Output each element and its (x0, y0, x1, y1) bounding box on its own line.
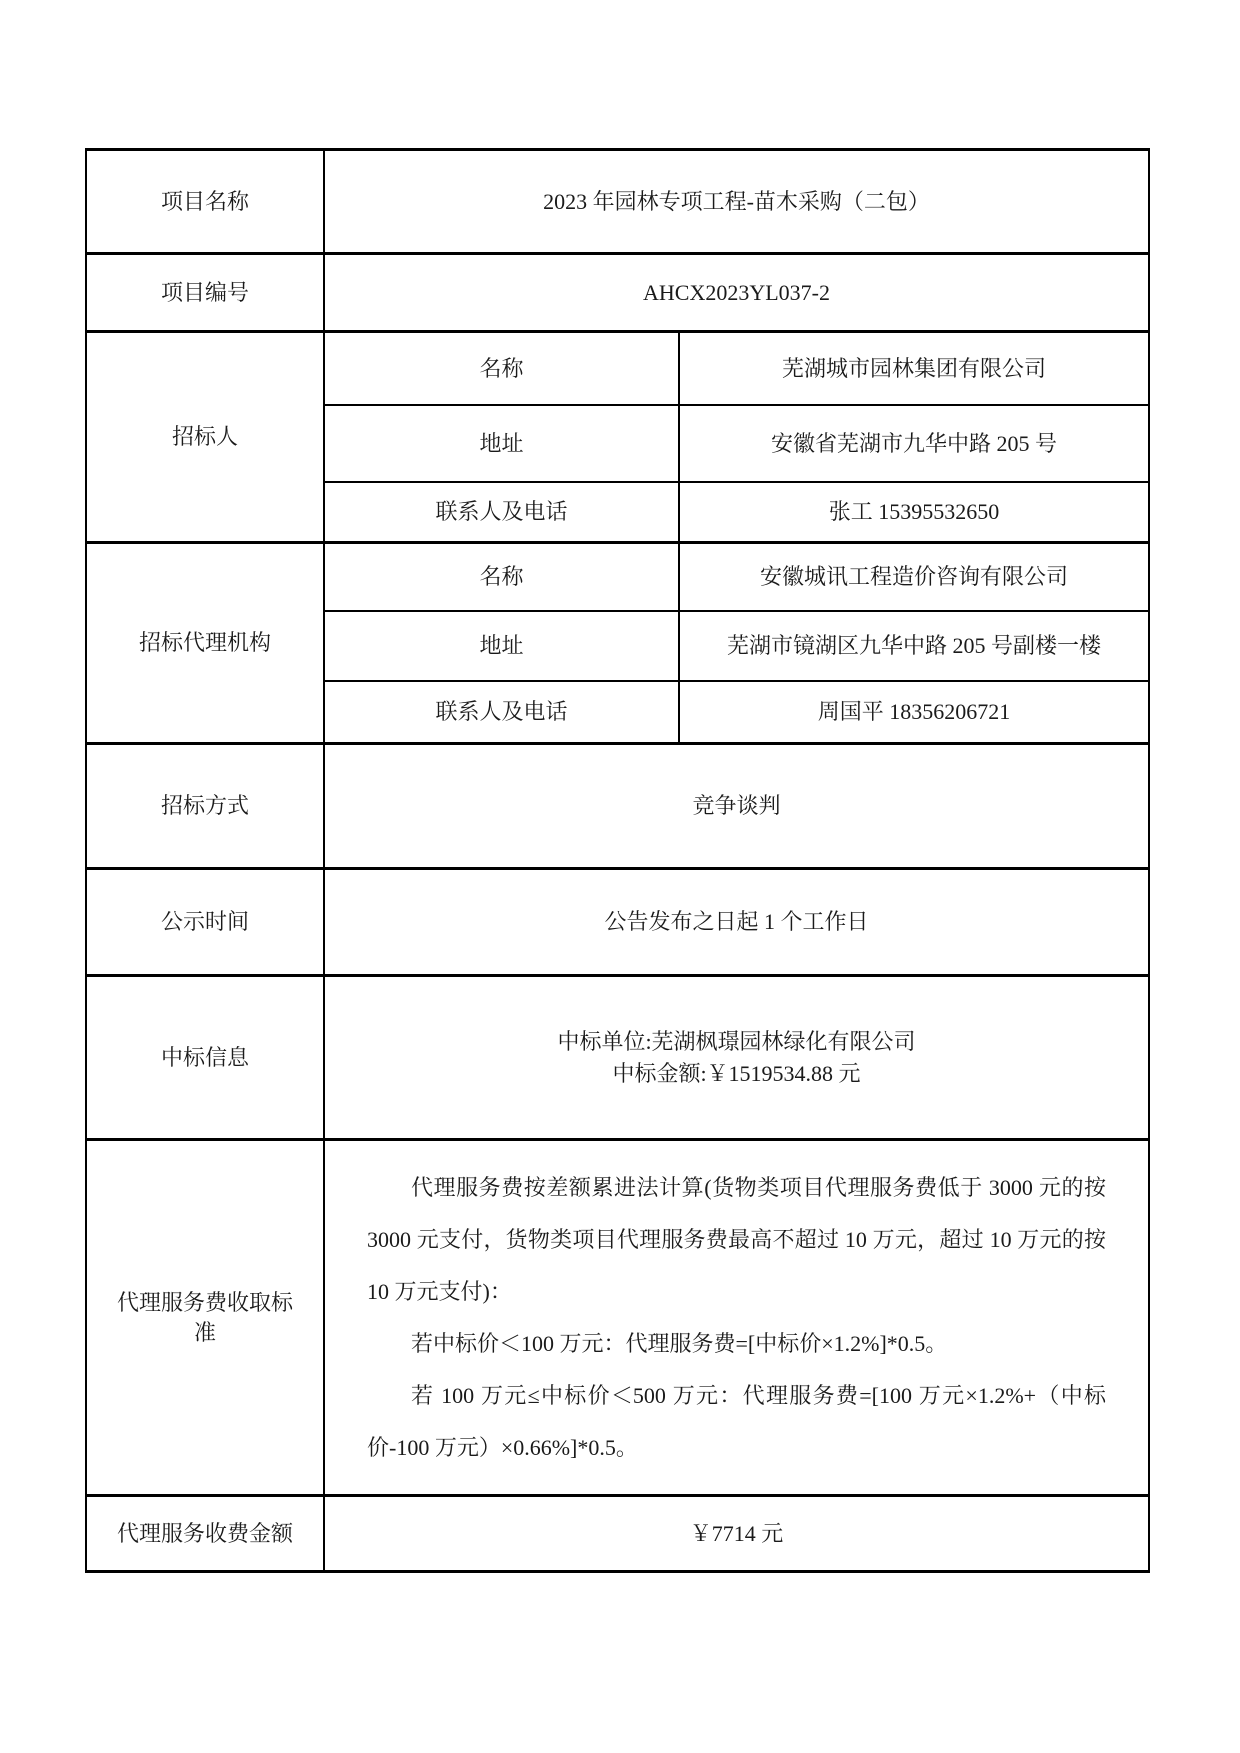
fee-standard-paragraph-1: 代理服务费按差额累进法计算(货物类项目代理服务费低于 3000 元的按 3000 元支付，货物类项目代理服务费最高不超过 10 万元，超过 10 万元的按 10 万元支付)： (367, 1174, 1107, 1304)
row-label-award-info: 中标信息 (86, 976, 324, 1140)
row-label-fee-standard: 代理服务费收取标准 (86, 1140, 324, 1496)
method-value: 竞争谈判 (324, 744, 1149, 869)
project-no-value: AHCX2023YL037-2 (324, 254, 1149, 332)
award-amount-line: 中标金额:￥1519534.88 元 (612, 1060, 861, 1086)
tenderer-address-value: 安徽省芜湖市九华中路 205 号 (679, 405, 1149, 482)
agency-address-value: 芜湖市镜湖区九华中路 205 号副楼一楼 (679, 611, 1149, 681)
agency-name-label: 名称 (324, 543, 679, 612)
tenderer-name-label: 名称 (324, 332, 679, 406)
award-info-value (324, 976, 1149, 1140)
row-label-agency: 招标代理机构 (86, 543, 324, 744)
row-label-project-no: 项目编号 (86, 254, 324, 332)
tenderer-address-label: 地址 (324, 405, 679, 482)
tender-announcement-table (85, 148, 1150, 1573)
award-winner-line: 中标单位:芜湖枫璟园林绿化有限公司 (557, 1028, 916, 1054)
agency-name-value: 安徽城讯工程造价咨询有限公司 (679, 543, 1149, 612)
fee-standard-paragraph-3: 若 100 万元≤中标价＜500 万元：代理服务费=[100 万元×1.2%+（中标价-100 万元）×0.66%]*0.5。 (367, 1382, 1107, 1460)
row-label-tenderer: 招标人 (86, 332, 324, 543)
agency-contact-label: 联系人及电话 (324, 681, 679, 744)
fee-amount-value: ￥7714 元 (324, 1496, 1149, 1572)
row-label-fee-amount: 代理服务收费金额 (86, 1496, 324, 1572)
row-label-project-name: 项目名称 (86, 150, 324, 254)
agency-address-label: 地址 (324, 611, 679, 681)
fee-standard-value (324, 1140, 1149, 1496)
tenderer-contact-label: 联系人及电话 (324, 482, 679, 543)
tenderer-contact-value: 张工 15395532650 (679, 482, 1149, 543)
publicity-period-value: 公告发布之日起 1 个工作日 (324, 869, 1149, 976)
agency-contact-value: 周国平 18356206721 (679, 681, 1149, 744)
fee-standard-paragraph-2: 若中标价＜100 万元：代理服务费=[中标价×1.2%]*0.5。 (411, 1330, 948, 1356)
row-label-method: 招标方式 (86, 744, 324, 869)
row-label-publicity-period: 公示时间 (86, 869, 324, 976)
project-name-value: 2023 年园林专项工程-苗木采购（二包） (324, 150, 1149, 254)
tenderer-name-value: 芜湖城市园林集团有限公司 (679, 332, 1149, 406)
